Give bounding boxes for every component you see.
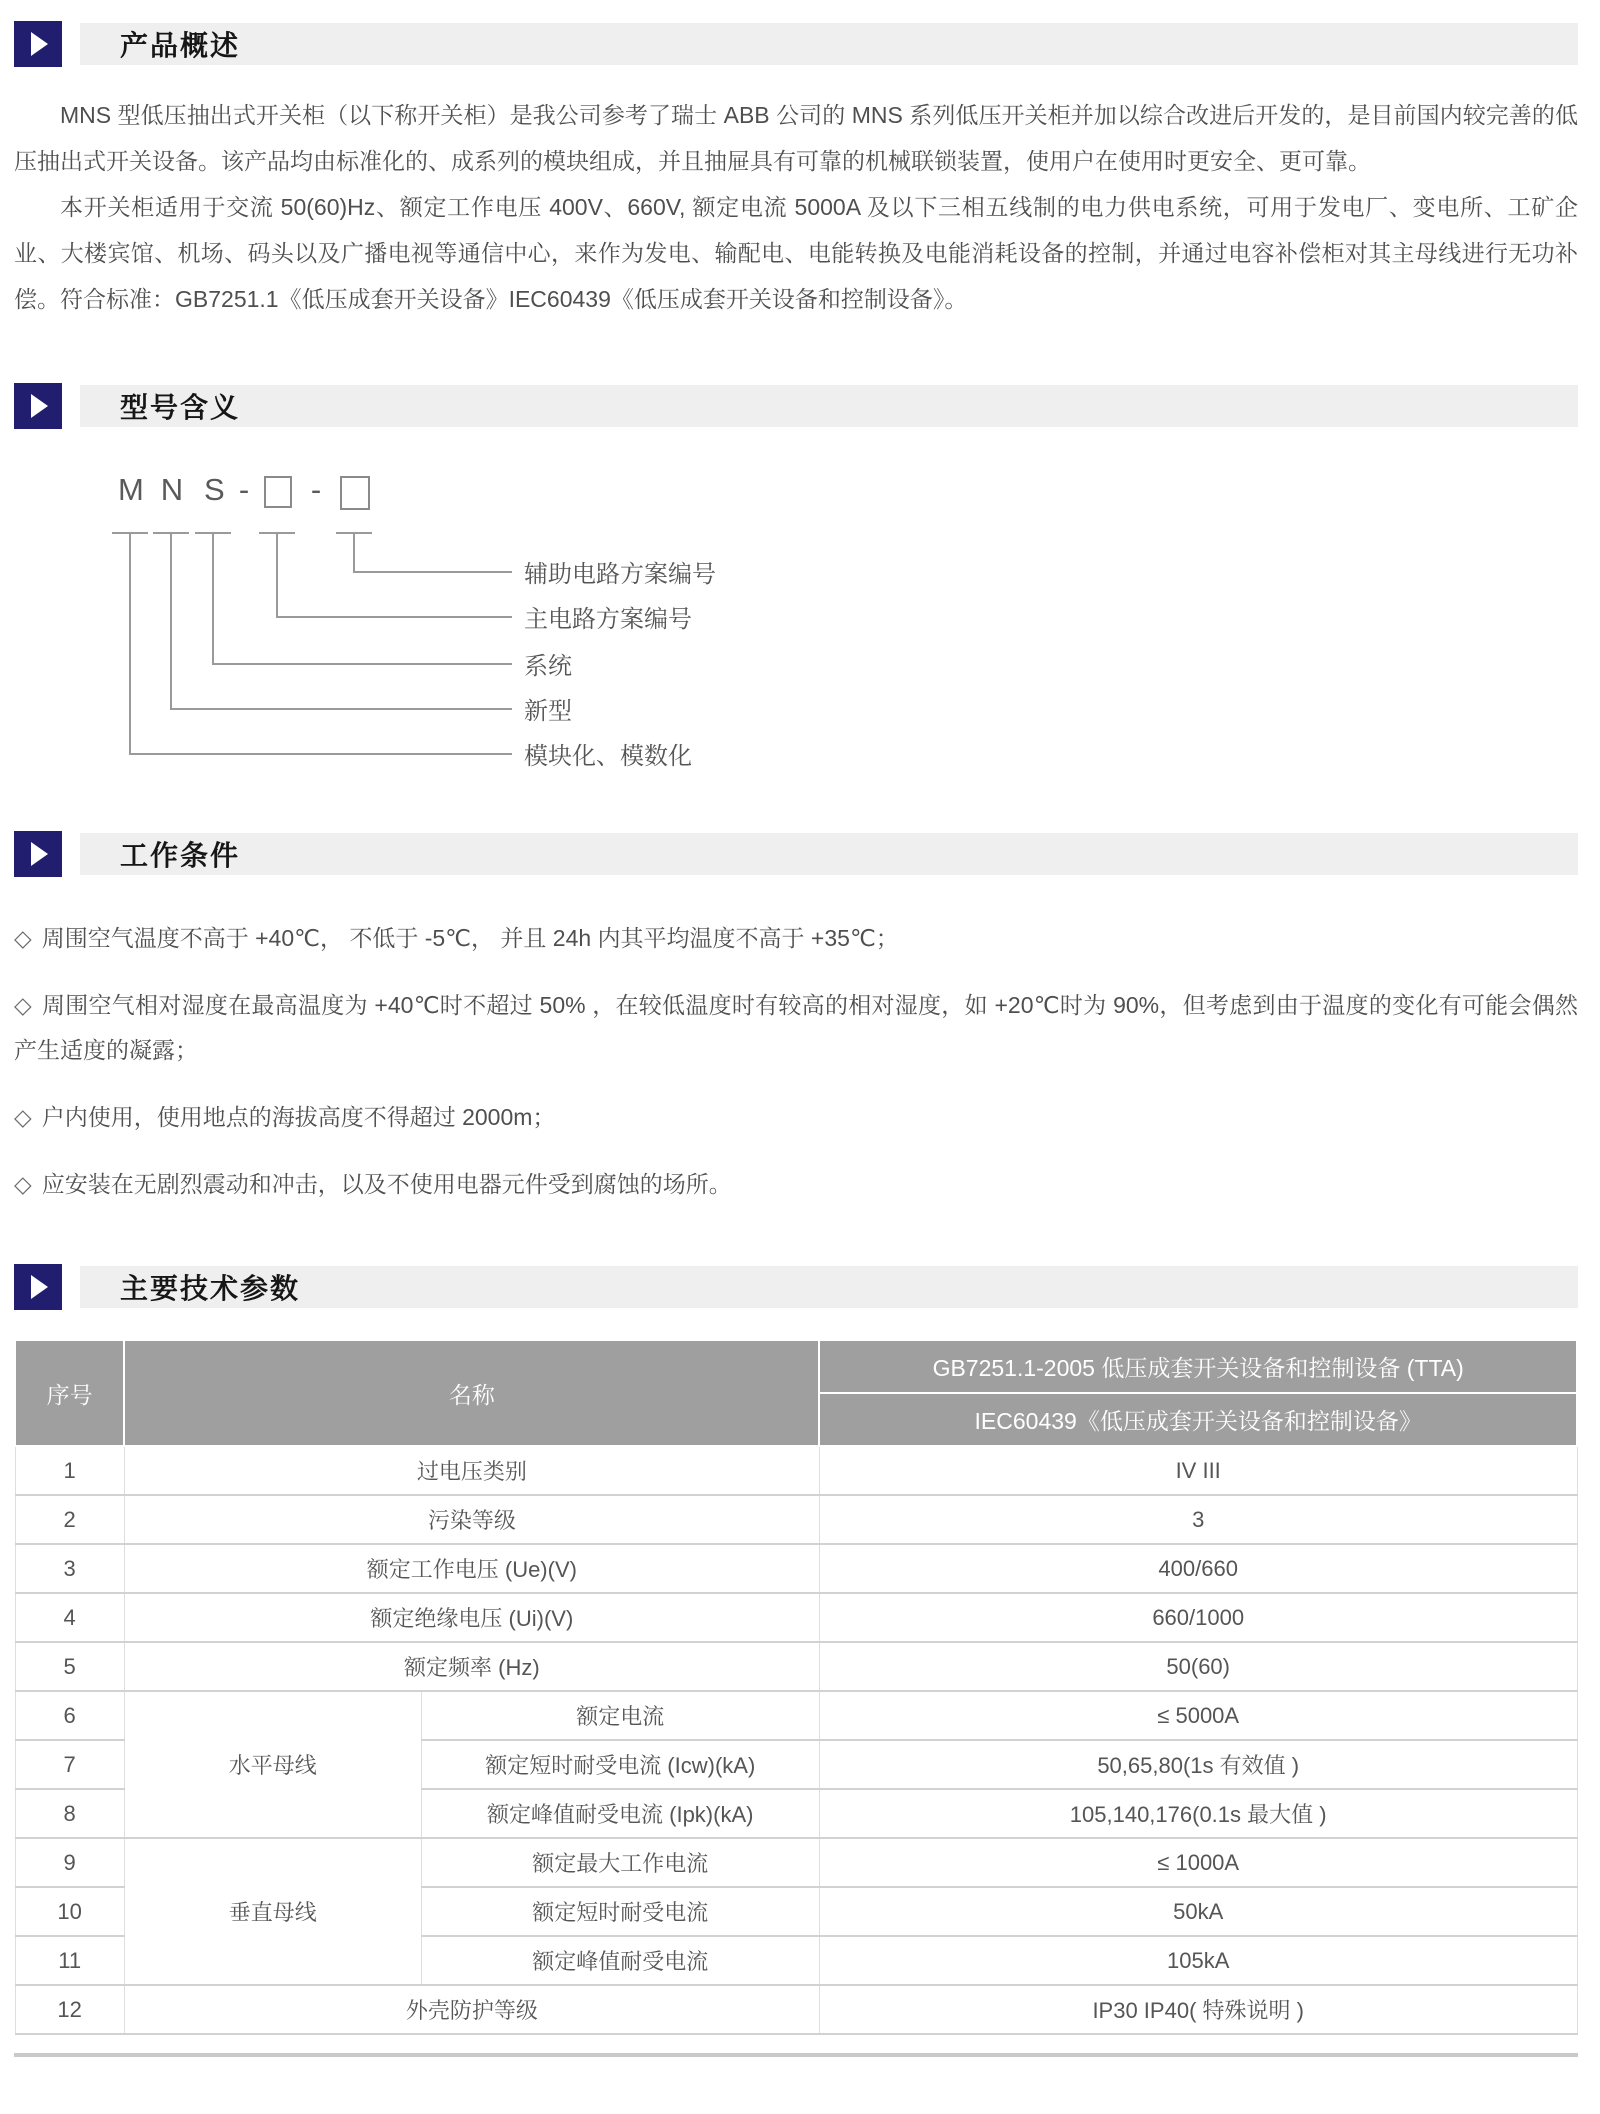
diagram-connector <box>353 571 512 573</box>
cell-no: 5 <box>15 1642 124 1691</box>
page-bottom-rule <box>14 2053 1578 2057</box>
cell-no: 1 <box>15 1446 124 1495</box>
condition-text: 户内使用，使用地点的海拔高度不得超过 2000m； <box>41 1104 556 1130</box>
model-letter-n: N <box>160 472 184 507</box>
cell-no: 11 <box>15 1936 124 1985</box>
cell-no: 2 <box>15 1495 124 1544</box>
cell-value: ≤ 1000A <box>819 1838 1577 1887</box>
model-label-modular: 模块化、模数化 <box>524 742 692 770</box>
cell-value: 105kA <box>819 1936 1577 1985</box>
col-header-no: 序号 <box>15 1340 124 1446</box>
diamond-bullet-icon: ◇ <box>14 1104 32 1130</box>
section-header-overview <box>14 20 1578 68</box>
condition-text: 周围空气相对湿度在最高温度为 +40℃时不超过 50% ，在较低温度时有较高的相对湿度，如 +20℃时为 90%，但考虑到由于温度的变化有可能会偶然产生适度的凝露； <box>14 992 1578 1063</box>
model-label-main-circuit: 主电路方案编号 <box>524 605 692 633</box>
cell-value: 400/660 <box>819 1544 1577 1593</box>
diagram-connector <box>276 616 512 618</box>
condition-item <box>14 983 1578 1073</box>
model-letter-s: S <box>204 472 225 507</box>
cell-name: 额定电流 <box>421 1691 819 1740</box>
condition-item <box>14 916 1578 961</box>
model-letter-m: M <box>118 472 144 507</box>
diagram-stem-m <box>129 532 131 755</box>
cell-no: 9 <box>15 1838 124 1887</box>
diagram-stem-n <box>170 532 172 710</box>
diamond-bullet-icon: ◇ <box>14 925 32 951</box>
cell-group-vertical-busbar: 垂直母线 <box>124 1838 421 1985</box>
condition-item <box>14 1162 1578 1207</box>
table-row <box>15 1642 1577 1691</box>
parameters-table <box>14 1339 1578 2035</box>
cell-value: 105,140,176(0.1s 最大值 ) <box>819 1789 1577 1838</box>
cell-name: 额定短时耐受电流 (Icw)(kA) <box>421 1740 819 1789</box>
section-title-conditions: 工作条件 <box>80 833 1578 875</box>
overview-paragraph-1: MNS 型低压抽出式开关柜（以下称开关柜）是我公司参考了瑞士 ABB 公司的 MNS 系列低压开关柜并加以综合改进后开发的，是目前国内较完善的低压抽出式开关设备。该产品均由标准化的、成系列的模块组成，并且抽屉具有可靠的机械联锁装置，使用户在使用时更安全、更可靠。 <box>14 102 1578 174</box>
cell-value: 50,65,80(1s 有效值 ) <box>819 1740 1577 1789</box>
col-header-standard-iec: IEC60439《低压成套开关设备和控制设备》 <box>819 1393 1577 1446</box>
section-title-parameters: 主要技术参数 <box>80 1266 1578 1308</box>
cell-name: 额定峰值耐受电流 (Ipk)(kA) <box>421 1789 819 1838</box>
cell-no: 12 <box>15 1985 124 2034</box>
table-row <box>15 1985 1577 2034</box>
cell-value: 660/1000 <box>819 1593 1577 1642</box>
table-row <box>15 1544 1577 1593</box>
cell-value: ≤ 5000A <box>819 1691 1577 1740</box>
section-title-overview: 产品概述 <box>80 23 1578 65</box>
diagram-stem-main <box>276 532 278 618</box>
table-header <box>15 1340 1577 1446</box>
cell-value: IV III <box>819 1446 1577 1495</box>
model-dash: - <box>238 472 250 507</box>
section-arrow-icon <box>14 383 62 429</box>
cell-name: 额定短时耐受电流 <box>421 1887 819 1936</box>
diagram-stem-s <box>212 532 214 665</box>
cell-name: 额定峰值耐受电流 <box>421 1936 819 1985</box>
cell-value: 50kA <box>819 1887 1577 1936</box>
cell-name: 额定频率 (Hz) <box>124 1642 819 1691</box>
section-header-model <box>14 382 1578 430</box>
cell-name: 额定绝缘电压 (Ui)(V) <box>124 1593 819 1642</box>
condition-text: 应安装在无剧烈震动和冲击，以及不使用电器元件受到腐蚀的场所。 <box>41 1171 732 1197</box>
cell-group-horizontal-busbar: 水平母线 <box>124 1691 421 1838</box>
table-row <box>15 1593 1577 1642</box>
section-title-model: 型号含义 <box>80 385 1578 427</box>
condition-text: 周围空气温度不高于 +40℃， 不低于 -5℃， 并且 24h 内其平均温度不高于 +35℃； <box>41 925 899 951</box>
cell-no: 3 <box>15 1544 124 1593</box>
cell-no: 8 <box>15 1789 124 1838</box>
section-header-conditions <box>14 830 1578 878</box>
cell-name: 污染等级 <box>124 1495 819 1544</box>
diagram-connector <box>170 708 512 710</box>
model-dash: - <box>310 472 322 507</box>
cell-no: 10 <box>15 1887 124 1936</box>
col-header-name: 名称 <box>124 1340 819 1446</box>
model-label-new-type: 新型 <box>524 697 572 725</box>
section-arrow-icon <box>14 21 62 67</box>
cell-name: 额定工作电压 (Ue)(V) <box>124 1544 819 1593</box>
section-header-parameters <box>14 1263 1578 1311</box>
overview-body <box>14 92 1578 322</box>
model-placeholder-box-aux <box>340 476 370 510</box>
table-row <box>15 1691 1577 1740</box>
section-arrow-icon <box>14 831 62 877</box>
cell-value: 50(60) <box>819 1642 1577 1691</box>
model-code-diagram <box>14 466 1578 796</box>
table-row <box>15 1838 1577 1887</box>
diamond-bullet-icon: ◇ <box>14 1171 32 1197</box>
table-row <box>15 1446 1577 1495</box>
conditions-list <box>14 916 1578 1207</box>
section-arrow-icon <box>14 1264 62 1310</box>
model-label-aux-circuit: 辅助电路方案编号 <box>524 560 716 588</box>
cell-no: 7 <box>15 1740 124 1789</box>
cell-value: IP30 IP40( 特殊说明 ) <box>819 1985 1577 2034</box>
model-placeholder-box-main <box>264 476 292 508</box>
col-header-standard-gb: GB7251.1-2005 低压成套开关设备和控制设备 (TTA) <box>819 1340 1577 1393</box>
cell-value: 3 <box>819 1495 1577 1544</box>
model-label-system: 系统 <box>524 652 572 680</box>
cell-no: 6 <box>15 1691 124 1740</box>
cell-name: 过电压类别 <box>124 1446 819 1495</box>
diagram-stem-aux <box>353 532 355 573</box>
diamond-bullet-icon: ◇ <box>14 992 32 1018</box>
cell-name: 额定最大工作电流 <box>421 1838 819 1887</box>
diagram-connector <box>212 663 512 665</box>
cell-no: 4 <box>15 1593 124 1642</box>
condition-item <box>14 1095 1578 1140</box>
overview-paragraph-2: 本开关柜适用于交流 50(60)Hz、额定工作电压 400V、660V, 额定电流 5000A 及以下三相五线制的电力供电系统，可用于发电厂、变电所、工矿企业、大楼宾馆、机场、码头以及广播电视等通信中心，来作为发电、输配电、电能转换及电能消耗设备的控制，并通过电容补偿柜对其主母线进行无功补偿。符合标准：GB7251.1《低压成套开关设备》IEC60439《低压成套开关设备和控制设备》。 <box>14 194 1578 312</box>
cell-name: 外壳防护等级 <box>124 1985 819 2034</box>
table-row <box>15 1495 1577 1544</box>
diagram-connector <box>129 753 512 755</box>
